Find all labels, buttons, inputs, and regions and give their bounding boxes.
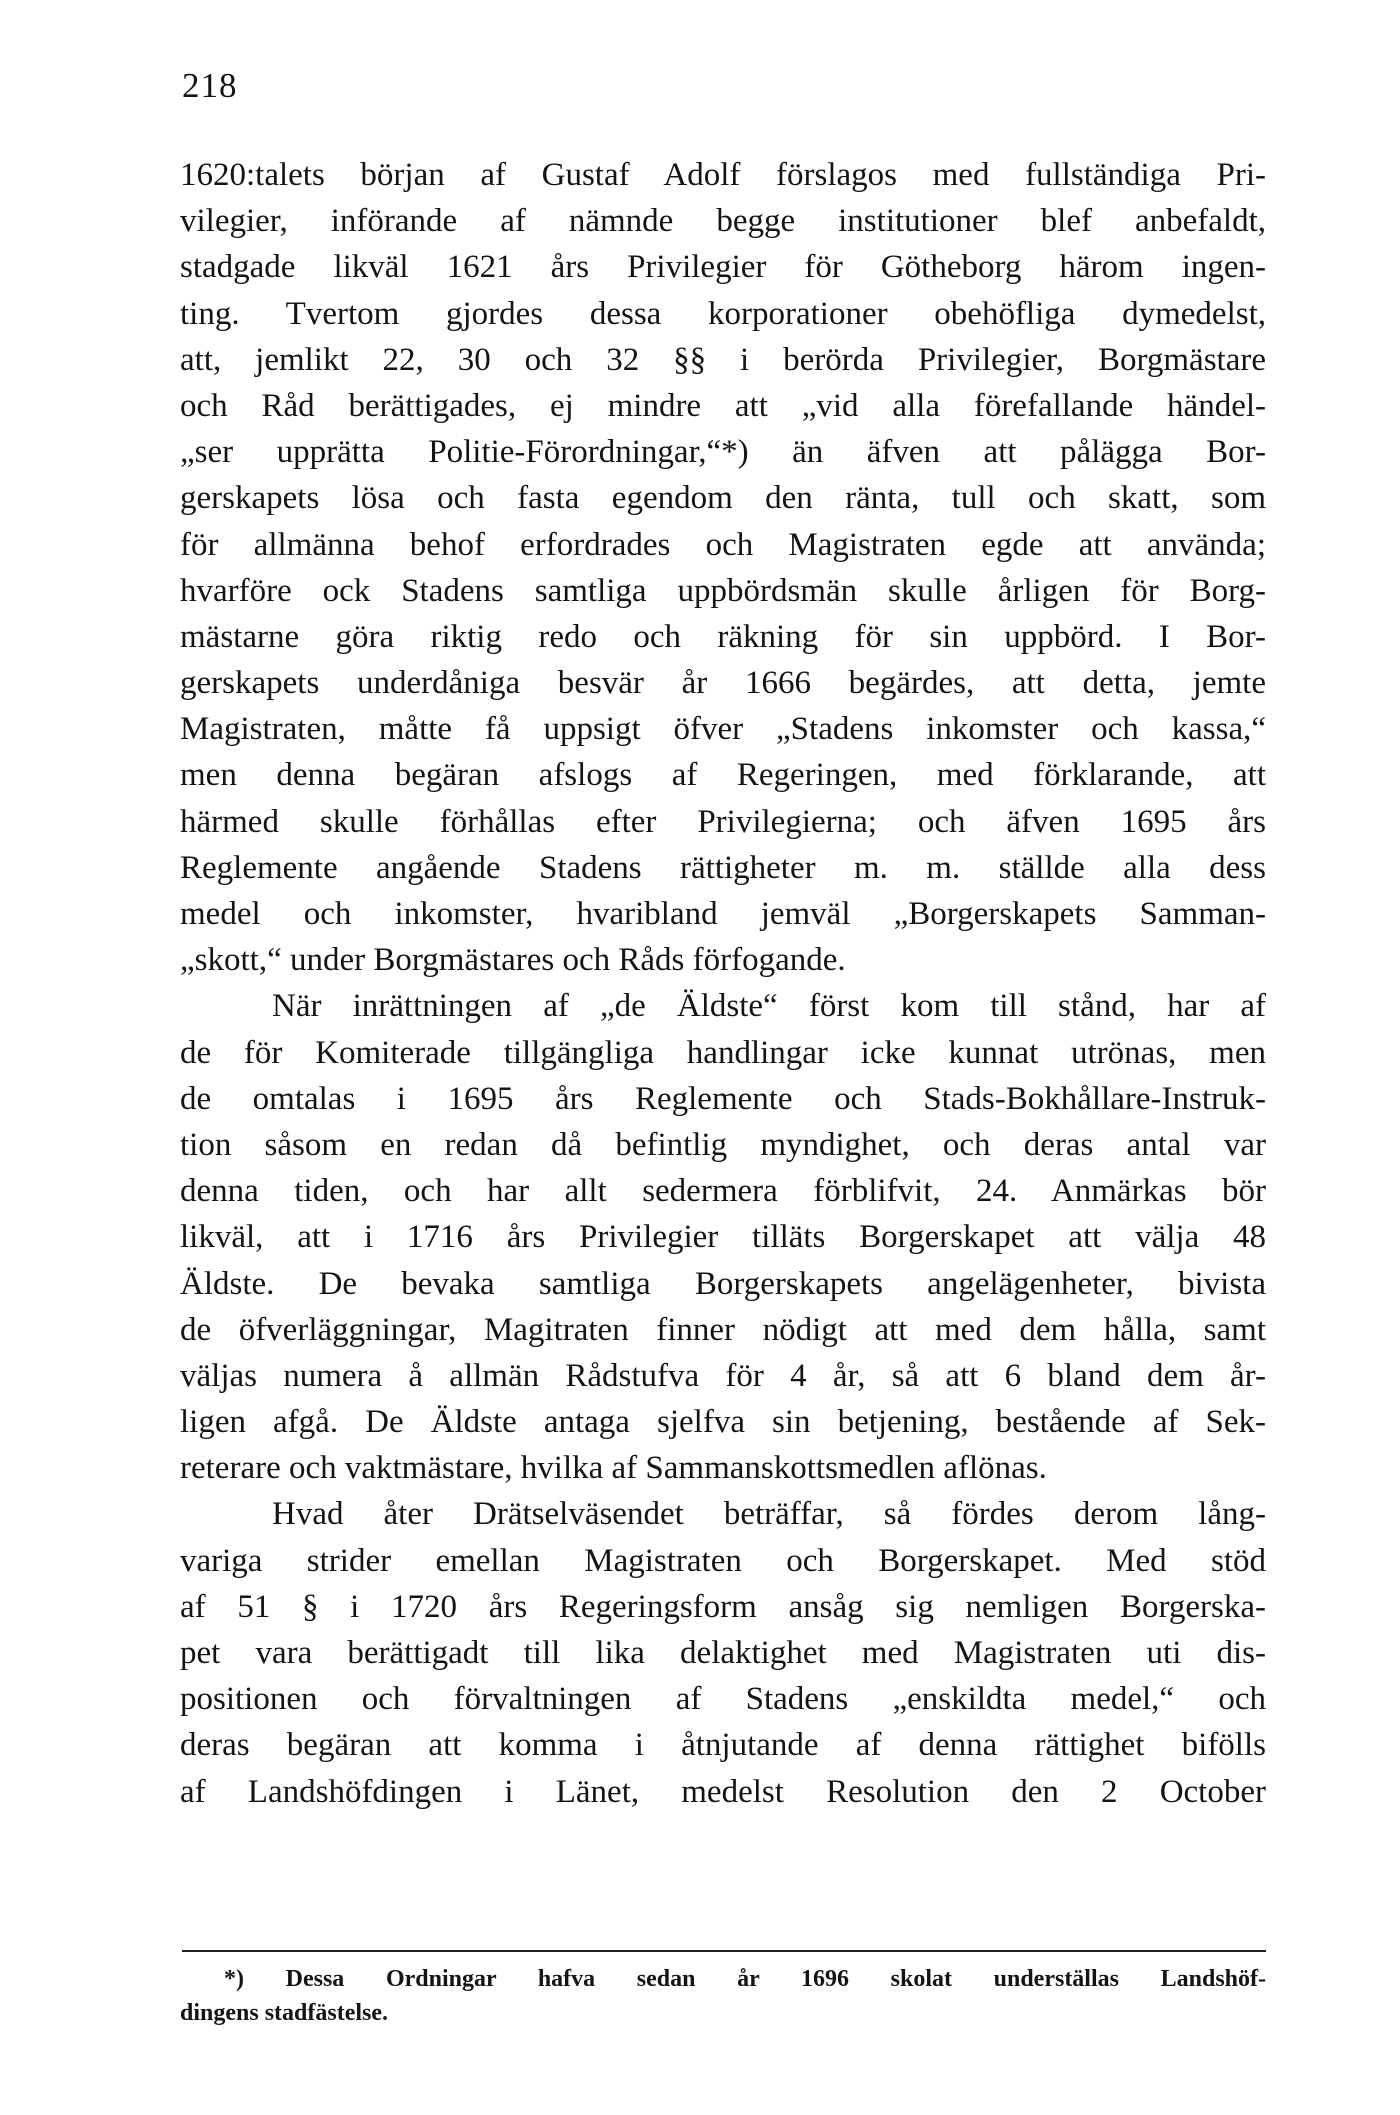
text-line: ligen afgå. De Äldste antaga sjelfva sin betjening, bestående af Sek- <box>180 1404 1266 1441</box>
text-line: stadgade likväl 1621 års Privilegier för Götheborg härom ingen- <box>180 249 1266 286</box>
text-line: denna tiden, och har allt sedermera förblifvit, 24. Anmärkas bör <box>180 1173 1266 1210</box>
text-line: men denna begäran afslogs af Regeringen, med förklarande, att <box>180 757 1266 794</box>
body-text <box>180 152 1266 1815</box>
paragraph-end-line: „skott,“ under Borgmästares och Råds förfogande. <box>180 942 846 979</box>
text-line: ting. Tvertom gjordes dessa korporationer obehöfliga dymedelst, <box>180 295 1266 332</box>
text-line: Äldste. De bevaka samtliga Borgerskapets angelägenheter, bivista <box>180 1265 1266 1302</box>
text-line: för allmänna behof erfordrades och Magistraten egde att använda; <box>180 526 1266 563</box>
text-line: hvarföre ock Stadens samtliga uppbördsmän skulle årligen för Borg- <box>180 572 1266 609</box>
paragraph-start-line: Hvad åter Drätselväsendet beträffar, så fördes derom lång- <box>272 1496 1266 1533</box>
text-line: af Landshöfdingen i Länet, medelst Resolution den 2 October <box>180 1773 1266 1810</box>
text-line: gerskapets lösa och fasta egendom den ränta, tull och skatt, som <box>180 480 1266 517</box>
text-line: pet vara berättigadt till lika delaktighet med Magistraten uti dis- <box>180 1635 1266 1671</box>
text-line: likväl, att i 1716 års Privilegier tilläts Borgerskapet att välja 48 <box>180 1219 1266 1256</box>
text-line: de öfverläggningar, Magitraten finner nödigt att med dem hålla, samt <box>180 1311 1266 1348</box>
text-line: de för Komiterade tillgängliga handlingar icke kunnat utrönas, men <box>180 1034 1266 1071</box>
text-line: variga strider emellan Magistraten och Borgerskapet. Med stöd <box>180 1542 1266 1579</box>
footnote-divider <box>182 1950 1266 1952</box>
text-line: vilegier, införande af nämnde begge institutioner blef anbefaldt, <box>180 203 1266 240</box>
text-line: att, jemlikt 22, 30 och 32 §§ i berörda Privilegier, Borgmästare <box>180 341 1266 378</box>
text-line: mästarne göra riktig redo och räkning för sin uppbörd. I Bor- <box>180 618 1266 655</box>
text-line: härmed skulle förhållas efter Privilegierna; och äfven 1695 års <box>180 803 1266 840</box>
text-line: 1620:talets början af Gustaf Adolf förslagos med fullständiga Pri- <box>180 157 1266 193</box>
footnote <box>180 1962 1266 2030</box>
text-line: positionen och förvaltningen af Stadens „enskildta medel,“ och <box>180 1681 1266 1718</box>
page-number: 218 <box>182 66 238 105</box>
text-line: gerskapets underdåniga besvär år 1666 begärdes, att detta, jemte <box>180 665 1266 702</box>
paragraph-start-line: När inrättningen af „de Äldste“ först kom till stånd, har af <box>272 988 1266 1025</box>
text-line: deras begäran att komma i åtnjutande af denna rättighet bifölls <box>180 1727 1266 1764</box>
text-line: de omtalas i 1695 års Reglemente och Stads-Bokhållare-Instruk- <box>180 1080 1266 1117</box>
text-line: Reglemente angående Stadens rättigheter m. m. ställde alla dess <box>180 849 1266 886</box>
text-line: tion såsom en redan då befintlig myndighet, och deras antal var <box>180 1126 1266 1163</box>
text-line: af 51 § i 1720 års Regeringsform ansåg sig nemligen Borgerska- <box>180 1588 1266 1625</box>
text-line: „ser upprätta Politie-Förordningar,“*) än äfven att pålägga Bor- <box>180 434 1266 471</box>
paragraph-end-line: reterare och vaktmästare, hvilka af Sammanskottsmedlen aflönas. <box>180 1450 1047 1487</box>
text-line: medel och inkomster, hvaribland jemväl „Borgerskapets Samman- <box>180 896 1266 932</box>
footnote-line: *) Dessa Ordningar hafva sedan år 1696 skolat underställas Landshöf- <box>224 1966 1266 1992</box>
text-line: och Råd berättigades, ej mindre att „vid alla förefallande händel- <box>180 387 1266 424</box>
text-line: väljas numera å allmän Rådstufva för 4 år, så att 6 bland dem år- <box>180 1357 1266 1394</box>
footnote-line: dingens stadfästelse. <box>180 2000 389 2026</box>
text-line: Magistraten, måtte få uppsigt öfver „Stadens inkomster och kassa,“ <box>180 711 1266 748</box>
